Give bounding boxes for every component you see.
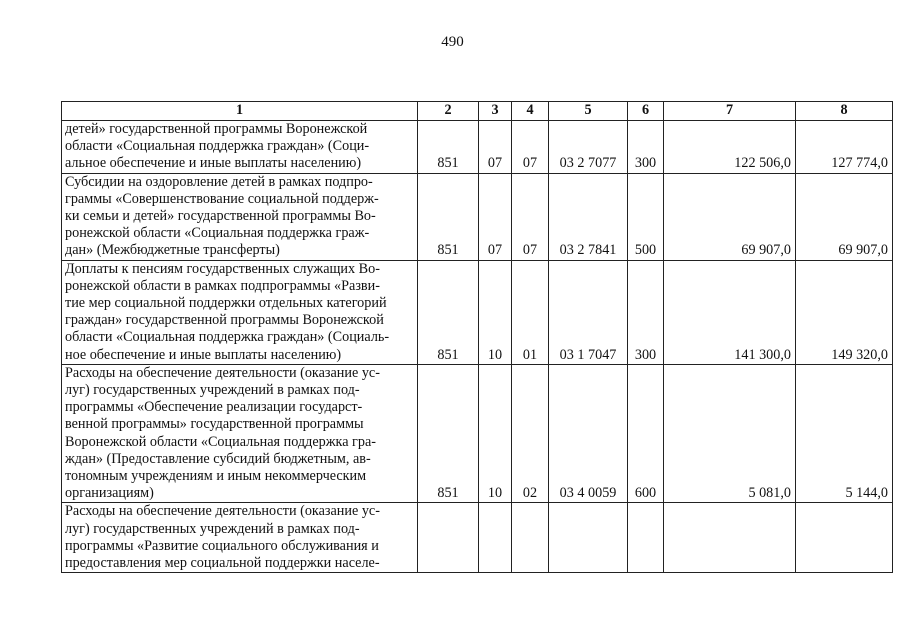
cell-subsection bbox=[512, 503, 549, 573]
cell-amount-year2 bbox=[796, 503, 893, 573]
cell-target-article bbox=[549, 503, 628, 573]
cell-subsection: 01 bbox=[512, 260, 549, 364]
table-row bbox=[62, 173, 893, 260]
cell-target-article: 03 1 7047 bbox=[549, 260, 628, 364]
cell-section: 07 bbox=[479, 121, 512, 174]
cell-amount-year2: 5 144,0 bbox=[796, 364, 893, 503]
row-description bbox=[62, 121, 418, 174]
cell-admin-code: 851 bbox=[418, 364, 479, 503]
cell-admin-code: 851 bbox=[418, 173, 479, 260]
cell-amount-year2: 69 907,0 bbox=[796, 173, 893, 260]
row-description-text: Расходы на обеспечение деятельности (оказание ус- луг) государственных учреждений в рамках под- программы «Обеспечение реализации государст- венной программы» государственной программы Воронежской области «Социальная поддержка гра- ждан» (Предоставление субсидий бюджетным, ав- тономным учреждениям и иным некоммерческим организациям) bbox=[65, 364, 380, 502]
cell-subsection: 07 bbox=[512, 173, 549, 260]
row-description bbox=[62, 364, 418, 503]
cell-target-article: 03 4 0059 bbox=[549, 364, 628, 503]
cell-subsection: 02 bbox=[512, 364, 549, 503]
row-description-text: Доплаты к пенсиям государственных служащих Во- ронежской области в рамках подпрограммы «Разви- тие мер социальной поддержки отдельных категорий граждан» государственной программы Воронежской области «Социальная поддержка граждан» (Социаль- ное обеспечение и иные выплаты населению) bbox=[65, 260, 390, 363]
cell-target-article: 03 2 7841 bbox=[549, 173, 628, 260]
cell-admin-code bbox=[418, 503, 479, 573]
cell-admin-code: 851 bbox=[418, 121, 479, 174]
page-number: 490 bbox=[441, 34, 464, 50]
row-description-text: Субсидии на оздоровление детей в рамках подпро- граммы «Совершенствование социальной поддерж- ки семьи и детей» государственной программы Во- ронежской области «Социальная поддержка граж- дан» (Межбюджетные трансферты) bbox=[65, 173, 379, 259]
cell-subsection: 07 bbox=[512, 121, 549, 174]
cell-amount-year1: 69 907,0 bbox=[664, 173, 796, 260]
col-header-6: 6 bbox=[628, 102, 664, 121]
col-header-5: 5 bbox=[549, 102, 628, 121]
row-description bbox=[62, 173, 418, 260]
cell-expense-type bbox=[628, 503, 664, 573]
cell-admin-code: 851 bbox=[418, 260, 479, 364]
cell-section: 07 bbox=[479, 173, 512, 260]
cell-amount-year2: 127 774,0 bbox=[796, 121, 893, 174]
cell-section bbox=[479, 503, 512, 573]
cell-amount-year1: 5 081,0 bbox=[664, 364, 796, 503]
row-description bbox=[62, 260, 418, 364]
budget-table bbox=[61, 101, 893, 573]
cell-expense-type: 300 bbox=[628, 260, 664, 364]
row-description bbox=[62, 503, 418, 573]
cell-amount-year1 bbox=[664, 503, 796, 573]
cell-expense-type: 300 bbox=[628, 121, 664, 174]
col-header-4: 4 bbox=[512, 102, 549, 121]
table-row bbox=[62, 121, 893, 174]
col-header-2: 2 bbox=[418, 102, 479, 121]
cell-target-article: 03 2 7077 bbox=[549, 121, 628, 174]
cell-section: 10 bbox=[479, 260, 512, 364]
cell-section: 10 bbox=[479, 364, 512, 503]
cell-amount-year2: 149 320,0 bbox=[796, 260, 893, 364]
table-row bbox=[62, 260, 893, 364]
col-header-1: 1 bbox=[62, 102, 418, 121]
row-description-text: Расходы на обеспечение деятельности (оказание ус- луг) государственных учреждений в рамках под- программы «Развитие социального обслуживания и предоставления мер социальной поддержки населе- bbox=[65, 503, 380, 572]
cell-expense-type: 500 bbox=[628, 173, 664, 260]
cell-expense-type: 600 bbox=[628, 364, 664, 503]
cell-amount-year1: 141 300,0 bbox=[664, 260, 796, 364]
row-description-text: детей» государственной программы Воронежской области «Социальная поддержка граждан» (Соци- альное обеспечение и иные выплаты населению) bbox=[65, 121, 370, 172]
col-header-7: 7 bbox=[664, 102, 796, 121]
col-header-3: 3 bbox=[479, 102, 512, 121]
col-header-8: 8 bbox=[796, 102, 893, 121]
header-row bbox=[62, 102, 893, 121]
table-row bbox=[62, 364, 893, 503]
table-row bbox=[62, 503, 893, 573]
cell-amount-year1: 122 506,0 bbox=[664, 121, 796, 174]
